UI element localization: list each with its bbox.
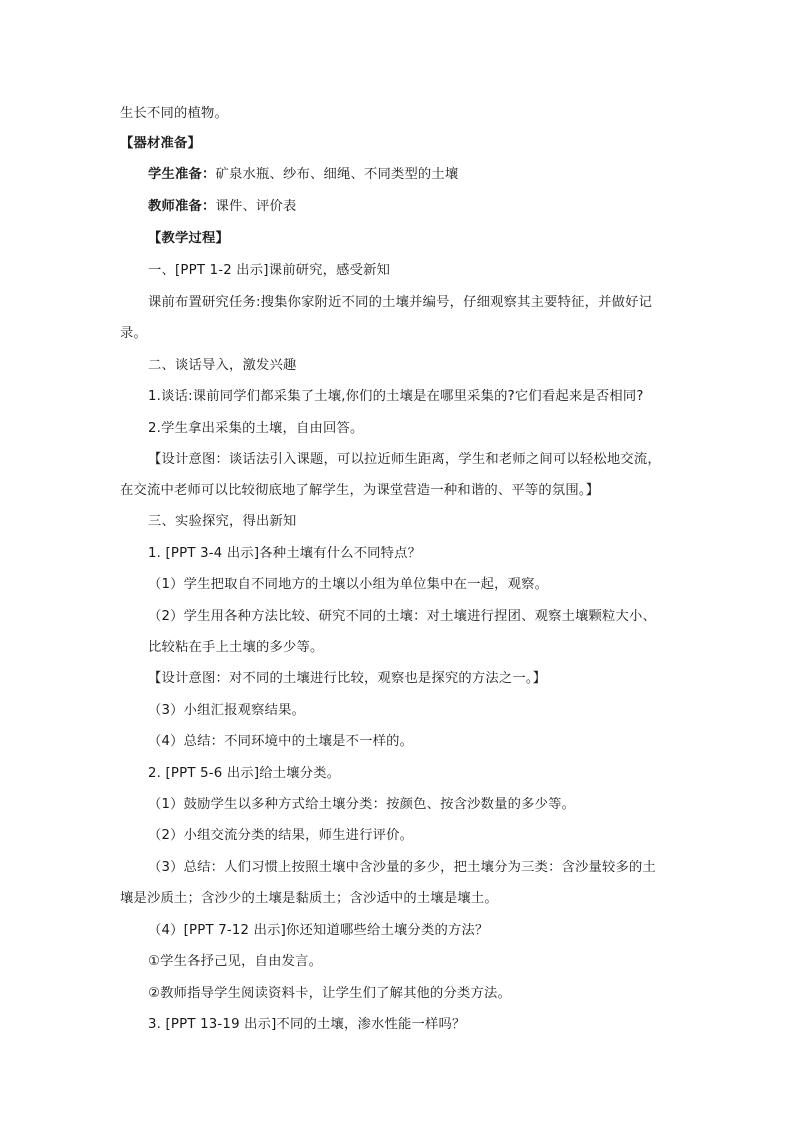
text-line: 三、实验探究，得出新知: [148, 514, 297, 529]
text-line: 比较粘在手上土壤的多少等。: [148, 640, 324, 655]
text-line: 课前布置研究任务:搜集你家附近不同的土壤并编号，仔细观察其主要特征，并做好记: [148, 295, 653, 310]
text-line: ②教师指导学生阅读资料卡，让学生们了解其他的分类方法。: [148, 986, 512, 1001]
text-line: 生长不同的植物。: [120, 106, 228, 121]
text-line: 3. [PPT 13-19 出示]不同的土壤，渗水性能一样吗？: [148, 1017, 466, 1032]
text-line: （3）小组汇报观察结果。: [148, 703, 306, 718]
text-line-student-prep: [148, 166, 458, 184]
text-line: （1）学生把取自不同地方的土壤以小组为单位集中在一起，观察。: [148, 577, 549, 592]
text-line: 1.谈话:课前同学们都采集了土壤,你们的土壤是在哪里采集的?它们看起来是否相同?: [148, 389, 644, 404]
label-teacher-prep: 教师准备：: [148, 199, 216, 214]
label-student-prep: 学生准备：: [148, 167, 216, 182]
section-heading-process: 【教学过程】: [148, 231, 229, 246]
text-line: （3）总结：人们习惯上按照土壤中含沙量的多少，把土壤分为三类：含沙量较多的土: [148, 860, 657, 875]
value-student-prep: 矿泉水瓶、纱布、细绳、不同类型的土壤: [215, 167, 459, 182]
text-line: 壤是沙质土；含沙少的土壤是黏质土；含沙适中的土壤是壤土。: [120, 891, 498, 906]
design-intent-line: 在交流中老师可以比较彻底地了解学生，为课堂营造一种和谐的、平等的氛围。】: [120, 483, 600, 498]
section-heading-materials: 【器材准备】: [120, 136, 201, 151]
text-line: （4）总结：不同环境中的土壤是不一样的。: [148, 734, 414, 749]
text-line: （4）[PPT 7-12 出示]你还知道哪些给土壤分类的方法？: [148, 923, 489, 938]
text-line: （2）学生用各种方法比较、研究不同的土壤：对土壤进行捏团、观察土壤颗粒大小、: [148, 609, 657, 624]
text-line: （2）小组交流分类的结果，师生进行评价。: [148, 828, 414, 843]
design-intent-line: 【设计意图：谈话法引入课题，可以拉近师生距离，学生和老师之间可以轻松地交流，: [148, 452, 661, 467]
text-line: （1）鼓励学生以多种方式给土壤分类：按颜色、按含沙数量的多少等。: [148, 797, 576, 812]
text-line: 2. [PPT 5-6 出示]给土壤分类。: [148, 766, 341, 781]
text-line: 一、[PPT 1-2 出示]课前研究，感受新知: [148, 263, 391, 278]
text-line-teacher-prep: [148, 198, 296, 216]
text-line: 二、谈话导入，激发兴趣: [148, 358, 297, 373]
value-teacher-prep: 课件、评价表: [215, 199, 297, 214]
text-line: 2.学生拿出采集的土壤，自由回答。: [148, 421, 364, 436]
text-line: 录。: [120, 326, 147, 341]
text-line: 1. [PPT 3-4 出示]各种土壤有什么不同特点？: [148, 546, 422, 561]
text-line: ①学生各抒己见，自由发言。: [148, 954, 323, 969]
design-intent-line: 【设计意图：对不同的土壤进行比较，观察也是探究的方法之一。】: [148, 671, 547, 686]
